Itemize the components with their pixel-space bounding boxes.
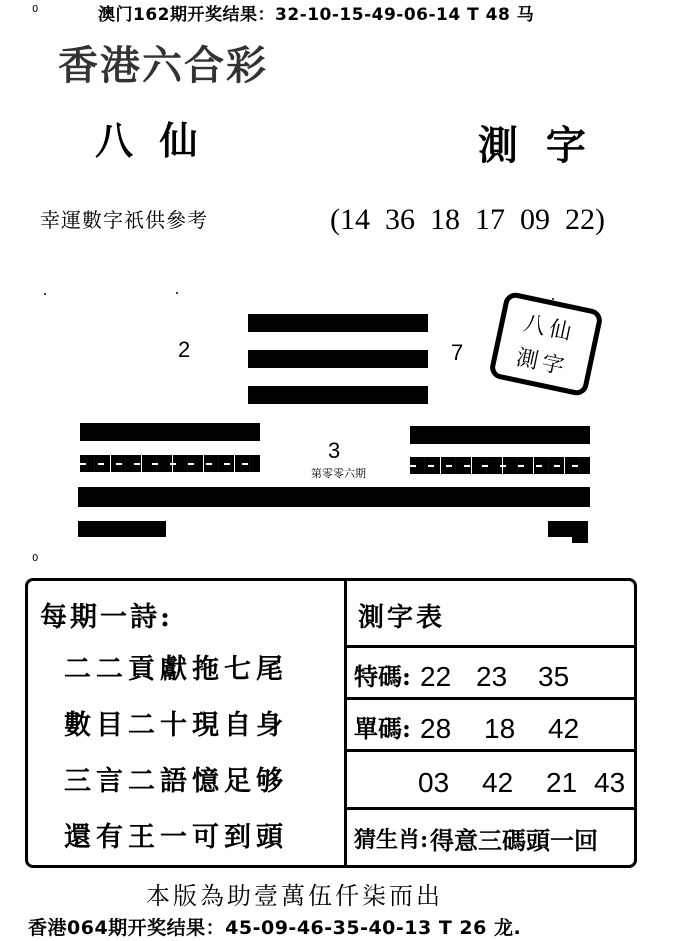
trigram-bar-top-3 xyxy=(248,386,428,404)
trigram-bar-top-1 xyxy=(248,314,428,332)
trigram-number-center: 3 xyxy=(328,438,341,463)
single-code-number: 28 xyxy=(420,713,452,744)
page-title: 香港六合彩 xyxy=(58,43,268,89)
extra-code-number: 43 xyxy=(594,767,626,798)
trigram-bar-bottom-right-tick xyxy=(572,533,588,543)
trigram-bar-left-1 xyxy=(80,423,260,441)
row-divider-4 xyxy=(347,807,634,810)
poem-heading: 每期一詩: xyxy=(40,602,173,633)
speck xyxy=(44,293,46,295)
poem-line-2: 數目二十現自身 xyxy=(64,710,288,741)
poem-line-1: 二二貢獻拖七尾 xyxy=(64,654,288,685)
trigram-bar-right-2 xyxy=(410,457,590,474)
single-code-label: 單碼: xyxy=(354,714,411,743)
extra-code-number: 21 xyxy=(546,767,578,798)
trigram-bar-left-2 xyxy=(80,455,260,472)
special-code-label: 特碼: xyxy=(354,662,411,691)
period-label: 第零零六期 xyxy=(311,467,366,480)
baxian-stamp xyxy=(488,291,604,398)
corner-mark-middle: 0 xyxy=(32,553,39,564)
special-code-number: 35 xyxy=(538,661,570,692)
trigram-bar-full xyxy=(78,487,590,507)
extra-code-number: 03 xyxy=(418,767,450,798)
cezi-table-heading: 測字表 xyxy=(358,603,446,633)
column-divider xyxy=(344,581,347,865)
stamp-line-1: 八仙 xyxy=(521,311,578,347)
footer-result: 香港064期开奖结果：45-09-46-35-40-13 T 26 龙. xyxy=(28,917,522,939)
corner-mark-top: 0 xyxy=(32,4,39,15)
stamp-line-2: 測字 xyxy=(513,345,570,381)
trigram-bar-right-1 xyxy=(410,426,590,444)
lucky-numbers-label: 幸運數字祇供參考 xyxy=(40,208,208,232)
trigram-number-left: 2 xyxy=(178,337,191,362)
row-divider-1 xyxy=(347,645,634,648)
lucky-numbers: (14 36 18 17 09 22) xyxy=(330,203,605,236)
trigram-number-right: 7 xyxy=(451,340,464,365)
poem-line-3: 三言二語憶足够 xyxy=(64,766,288,797)
zodiac-value: 得意三碼頭一回 xyxy=(430,826,598,855)
row-divider-3 xyxy=(347,749,634,752)
publisher-note: 本版為助壹萬伍仟柒而出 xyxy=(146,882,443,910)
single-code-number: 42 xyxy=(548,713,580,744)
poem-table-box xyxy=(25,578,637,868)
trigram-bar-bottom-left xyxy=(78,521,166,537)
poem-line-4: 還有王一可到頭 xyxy=(64,822,288,853)
trigram-bar-top-2 xyxy=(248,350,428,368)
special-code-number: 23 xyxy=(476,661,508,692)
subtitle-baxian: 八 仙 xyxy=(95,118,198,163)
extra-code-number: 42 xyxy=(482,767,514,798)
speck xyxy=(176,292,178,294)
row-divider-2 xyxy=(347,697,634,700)
special-code-number: 22 xyxy=(420,661,452,692)
subtitle-cezi: 測 字 xyxy=(478,122,586,169)
zodiac-label: 猜生肖: xyxy=(354,827,429,853)
header-top-result: 澳门162期开奖结果：32-10-15-49-06-14 T 48 马 xyxy=(98,5,535,25)
single-code-number: 18 xyxy=(484,713,516,744)
